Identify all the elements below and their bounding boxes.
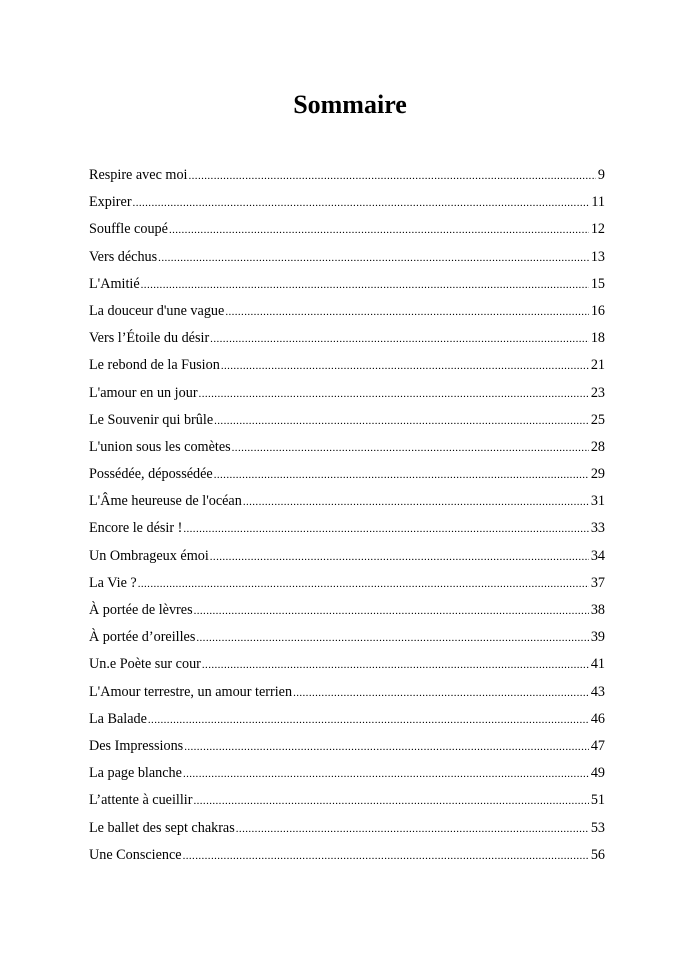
toc-entry xyxy=(89,244,605,271)
toc-entry-page-number: 37 xyxy=(590,574,605,591)
toc-entry-title: À portée de lèvres xyxy=(89,602,193,618)
toc-entry-page-number: 23 xyxy=(590,384,605,401)
toc-entry xyxy=(89,189,605,216)
dot-leader xyxy=(189,163,596,190)
toc-entry-title: L'Amour terrestre, un amour terrien xyxy=(89,683,293,700)
dot-leader xyxy=(158,245,589,272)
toc-entry xyxy=(89,325,605,352)
toc-entry xyxy=(89,787,605,814)
toc-entry-title: Expirer xyxy=(89,194,132,211)
page-title: Sommaire xyxy=(293,90,407,119)
dot-leader xyxy=(210,544,589,571)
toc-entry-title: Des Impressions xyxy=(89,737,184,754)
toc-entry-page-number: 56 xyxy=(590,846,605,863)
toc-entry-page-number: 16 xyxy=(590,302,605,319)
toc-entry-title: Le rebond de la Fusion xyxy=(89,357,220,374)
toc-entry-title: L'Amitié xyxy=(89,275,140,292)
toc-entry xyxy=(89,651,605,678)
toc-entry-title: L'Âme heureuse de l'océan xyxy=(89,493,242,510)
toc-entry-title: La Vie ? xyxy=(89,574,137,591)
dot-leader xyxy=(183,843,589,870)
toc-entry-page-number: 25 xyxy=(590,411,605,428)
toc-entry-page-number: 49 xyxy=(590,765,605,782)
toc-entry xyxy=(89,733,605,760)
toc-entry xyxy=(89,760,605,787)
toc-entry xyxy=(89,216,605,243)
dot-leader xyxy=(214,408,589,435)
toc-entry xyxy=(89,162,605,189)
dot-leader xyxy=(183,516,588,543)
dot-leader xyxy=(141,272,589,299)
toc-entry-title: Vers déchus xyxy=(89,248,158,265)
toc-entry-title: L’attente à cueillir xyxy=(89,792,193,809)
toc-entry-page-number: 11 xyxy=(591,194,605,211)
dot-leader xyxy=(221,353,589,380)
dot-leader xyxy=(236,816,589,843)
toc-entry-page-number: 39 xyxy=(590,629,605,646)
dot-leader xyxy=(169,217,589,244)
dot-leader xyxy=(202,652,589,679)
dot-leader xyxy=(210,326,589,353)
toc-entry-page-number: 13 xyxy=(590,248,605,265)
toc-entry xyxy=(89,679,605,706)
toc-entry xyxy=(89,271,605,298)
toc-entry xyxy=(89,380,605,407)
toc-entry-title: Respire avec moi xyxy=(89,167,188,183)
toc-entry-page-number: 53 xyxy=(590,819,605,836)
dot-leader xyxy=(133,190,590,217)
toc-entry-title: Une Conscience xyxy=(89,846,182,863)
dot-leader xyxy=(183,761,589,788)
toc-entry-page-number: 31 xyxy=(590,493,605,510)
toc-entry-page-number: 21 xyxy=(590,357,605,374)
toc-entry xyxy=(89,706,605,733)
toc-entry-page-number: 51 xyxy=(590,792,605,809)
toc-entry xyxy=(89,434,605,461)
table-of-contents xyxy=(89,162,605,869)
toc-entry xyxy=(89,815,605,842)
toc-entry xyxy=(89,624,605,651)
dot-leader xyxy=(138,571,589,598)
dot-leader xyxy=(148,707,589,734)
toc-entry-page-number: 15 xyxy=(590,275,605,292)
toc-entry-title: Le ballet des sept chakras xyxy=(89,819,235,836)
dot-leader xyxy=(243,489,589,516)
toc-entry-title: Possédée, dépossédée xyxy=(89,466,213,483)
toc-entry-page-number: 28 xyxy=(590,438,605,455)
toc-entry-title: Souffle coupé xyxy=(89,221,168,238)
dot-leader xyxy=(184,734,589,761)
toc-entry-page-number: 41 xyxy=(590,656,605,673)
toc-entry xyxy=(89,515,605,542)
toc-entry-page-number: 9 xyxy=(597,167,605,183)
dot-leader xyxy=(232,435,589,462)
dot-leader xyxy=(225,299,589,326)
toc-entry-title: Un.e Poète sur cour xyxy=(89,656,201,673)
dot-leader xyxy=(199,381,589,408)
toc-entry-page-number: 38 xyxy=(590,602,605,618)
toc-entry xyxy=(89,461,605,488)
toc-entry xyxy=(89,407,605,434)
toc-entry-page-number: 47 xyxy=(590,737,605,754)
toc-entry-page-number: 34 xyxy=(590,547,605,564)
toc-entry-title: Un Ombrageux émoi xyxy=(89,547,209,564)
dot-leader xyxy=(293,680,589,707)
toc-entry-title: Vers l’Étoile du désir xyxy=(89,330,210,347)
toc-entry-title: La page blanche xyxy=(89,765,182,782)
dot-leader xyxy=(214,462,589,489)
toc-entry-title: À portée d’oreilles xyxy=(89,629,196,646)
toc-entry-title: Le Souvenir qui brûle xyxy=(89,411,214,428)
toc-entry-page-number: 29 xyxy=(590,466,605,483)
toc-entry-page-number: 18 xyxy=(590,330,605,347)
toc-entry-page-number: 46 xyxy=(590,710,605,727)
toc-entry-title: Encore le désir ! xyxy=(89,520,183,537)
toc-entry xyxy=(89,543,605,570)
toc-entry-page-number: 43 xyxy=(590,683,605,700)
toc-entry xyxy=(89,842,605,869)
toc-entry xyxy=(89,597,605,624)
toc-entry-page-number: 33 xyxy=(590,520,605,537)
toc-entry-title: L'union sous les comètes xyxy=(89,438,231,455)
toc-entry xyxy=(89,488,605,515)
dot-leader xyxy=(196,625,588,652)
dot-leader xyxy=(194,598,589,625)
toc-entry-page-number: 12 xyxy=(590,221,605,238)
toc-entry-title: La Balade xyxy=(89,710,147,727)
toc-entry xyxy=(89,352,605,379)
toc-entry xyxy=(89,298,605,325)
dot-leader xyxy=(193,788,588,815)
toc-entry-title: L'amour en un jour xyxy=(89,384,198,401)
toc-entry-title: La douceur d'une vague xyxy=(89,302,225,319)
toc-entry xyxy=(89,570,605,597)
